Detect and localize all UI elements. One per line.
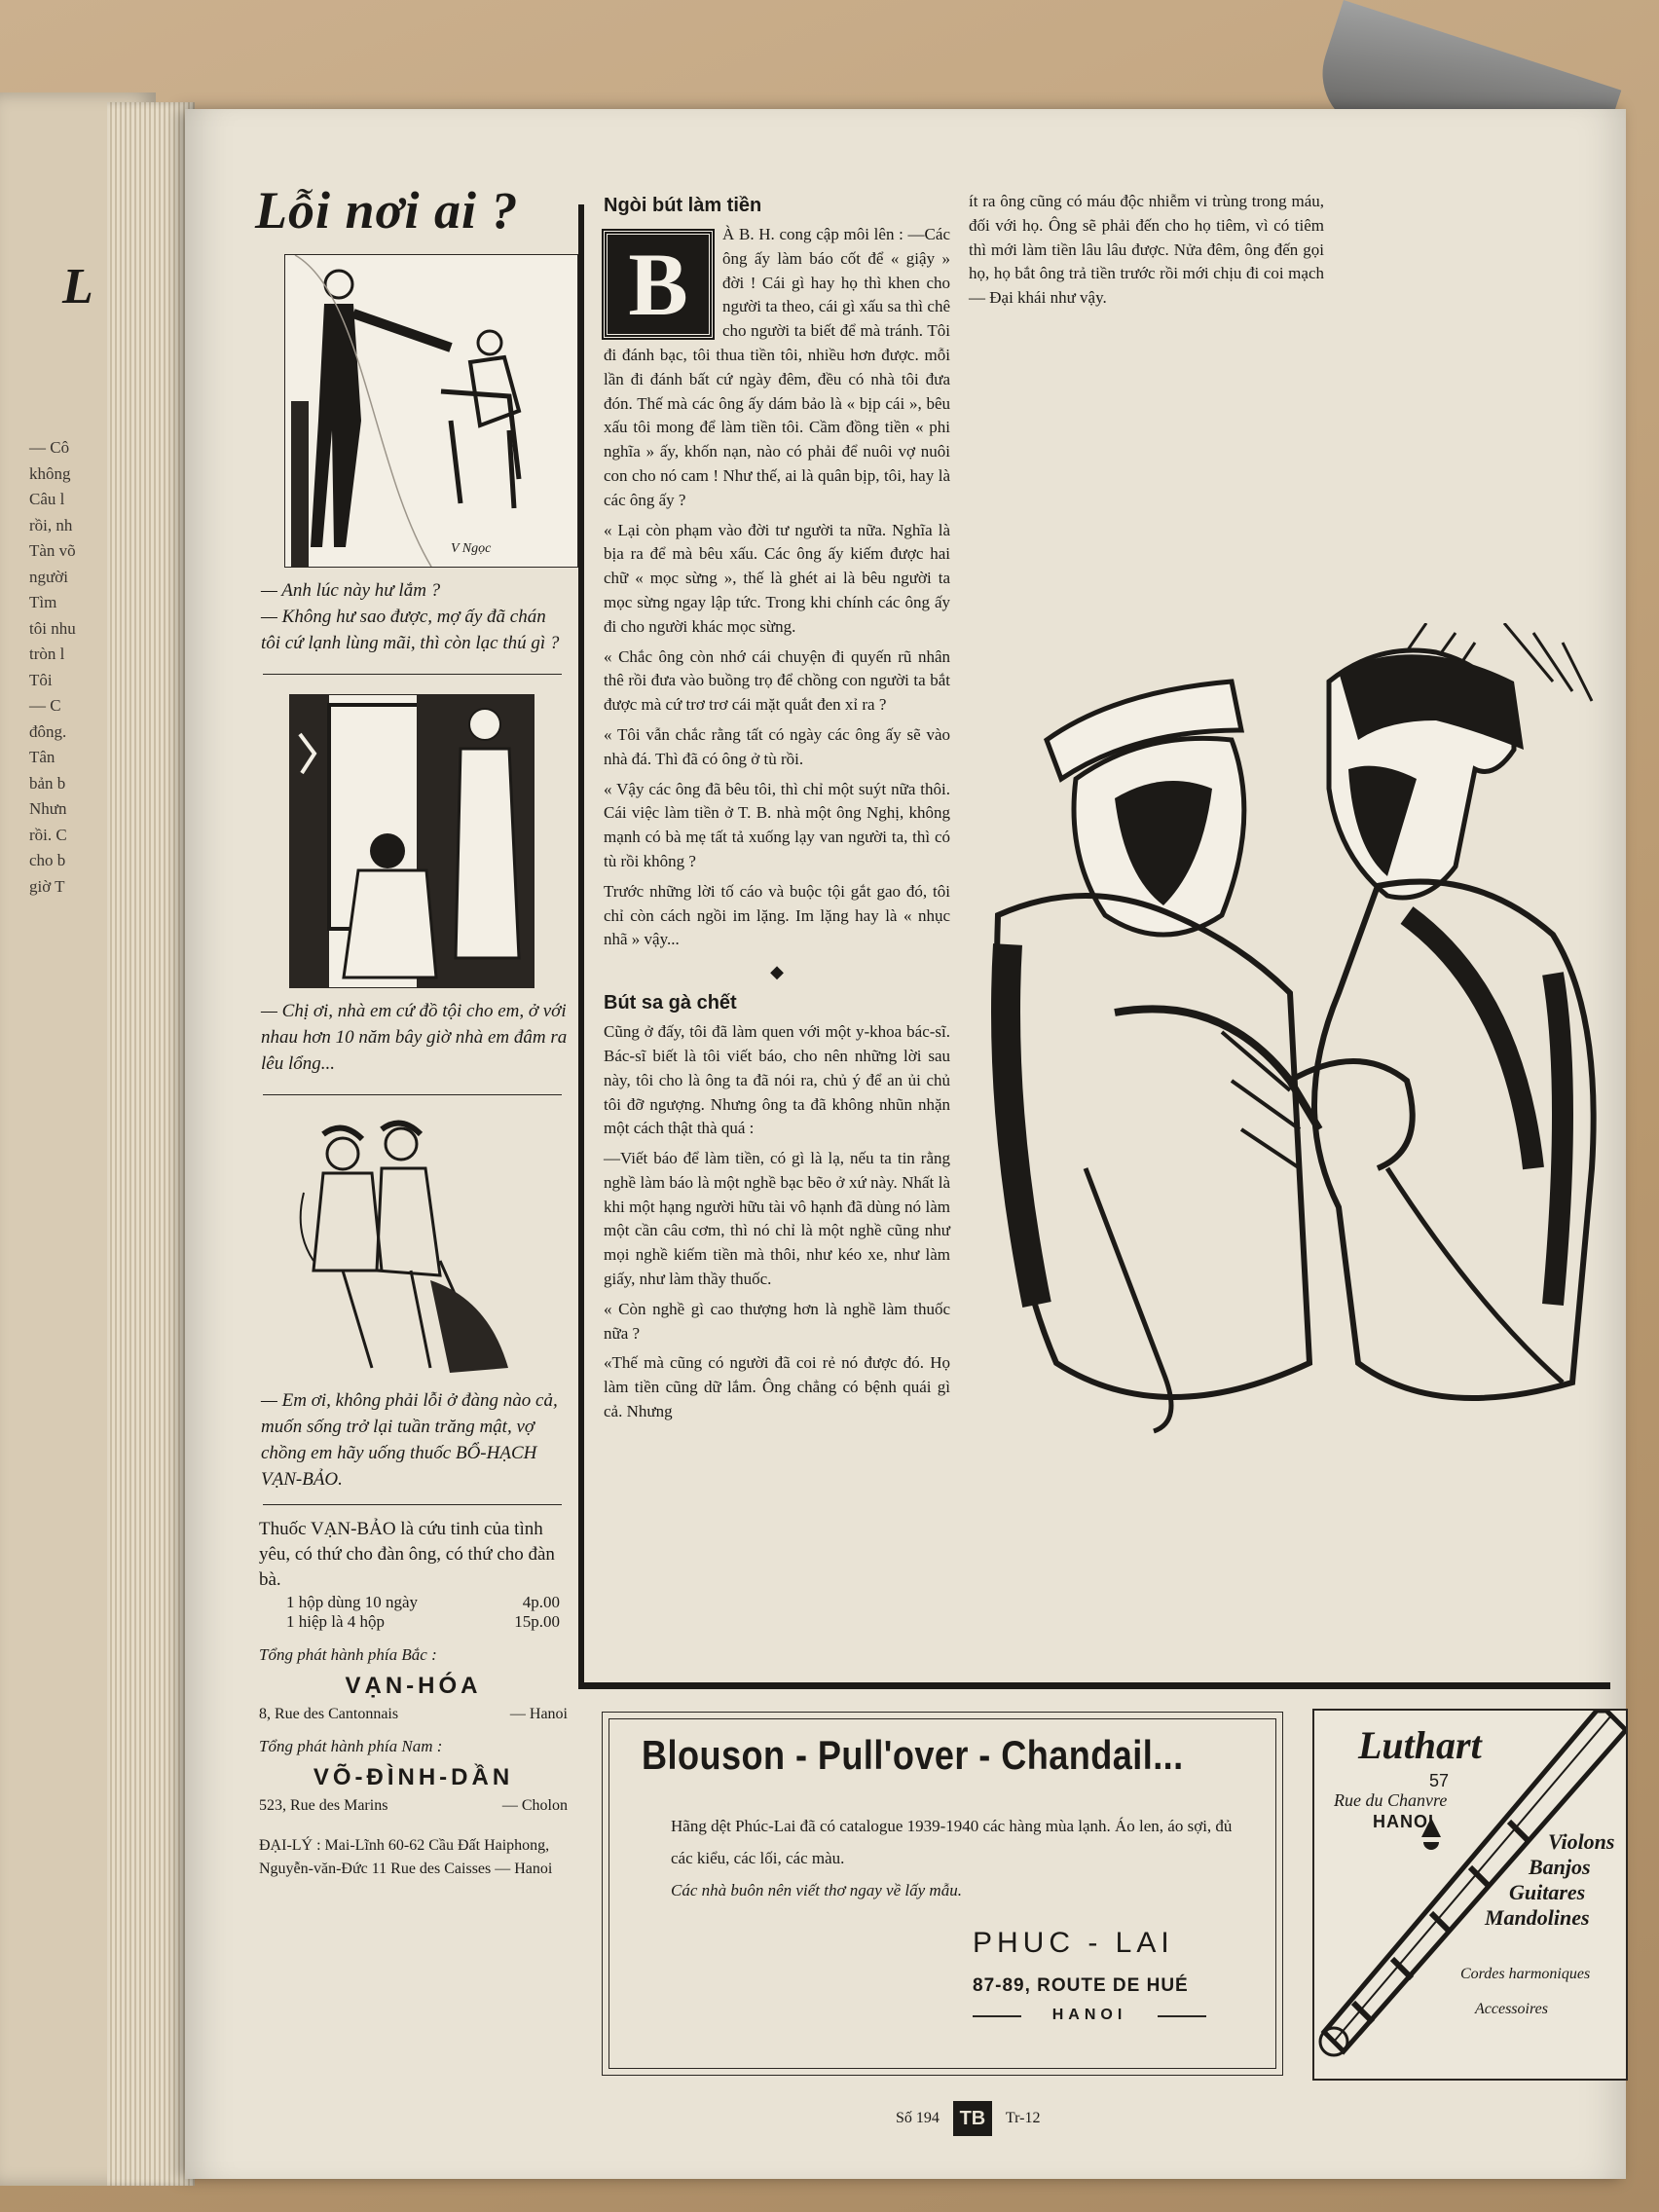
cartoon-2-drawing bbox=[290, 695, 534, 987]
vanbao-price-list bbox=[259, 1593, 568, 1632]
phuclai-body bbox=[671, 1810, 1235, 1906]
south-address-city: — Cholon bbox=[501, 1797, 568, 1814]
column-rule-vertical bbox=[578, 204, 584, 1689]
left-page-line: — C bbox=[29, 696, 61, 715]
cartoon-1-signature: V Ngọc bbox=[451, 541, 492, 556]
luthart-item: Violons bbox=[1548, 1829, 1615, 1854]
left-page-line: tròn l bbox=[29, 645, 65, 663]
left-page-line: cho b bbox=[29, 851, 66, 869]
phuclai-ad bbox=[602, 1712, 1283, 2076]
south-address-street: 523, Rue des Marins bbox=[259, 1797, 388, 1814]
left-page-line: Tàn võ bbox=[29, 541, 76, 560]
phuclai-body-line1: Hãng dệt Phúc-Lai đã có catalogue 1939-1940 các hàng mùa lạnh. Áo len, áo sợi, đủ các kiểu, các lối, các màu. bbox=[671, 1817, 1233, 1867]
luthart-number: 57 bbox=[1429, 1771, 1450, 1790]
left-page-line: không bbox=[29, 463, 71, 483]
north-address-street: 8, Rue des Cantonnais bbox=[259, 1706, 399, 1722]
north-distributor-address bbox=[259, 1706, 568, 1723]
price-row bbox=[286, 1593, 560, 1612]
phuclai-city: HANOI bbox=[973, 2007, 1206, 2024]
issue-number: Số 194 bbox=[896, 2110, 940, 2126]
left-page-line: đông. bbox=[29, 721, 67, 741]
cartoon-divider bbox=[263, 1094, 562, 1095]
article-paragraph: Trước những lời tố cáo và buộc tội gắt gao đó, tôi chỉ còn cách ngồi im lặng. Im lặng hay là « nhục nhã » vậy... bbox=[604, 881, 950, 949]
article-paragraph: « Tôi vẫn chắc rằng tất có ngày các ông ấy sẽ vào nhà đá. Thì đã có ông ở tù rồi. bbox=[604, 724, 950, 768]
luthart-item: Guitares bbox=[1509, 1880, 1586, 1904]
cartoon-divider bbox=[263, 674, 562, 675]
column-rule-horizontal bbox=[578, 1682, 1610, 1689]
article-paragraph: «Thế mà cũng có người đã coi rẻ nó được đó. Họ làm tiền cũng dữ lắm. Ông chẳng có bệnh quái gì cả. Nhưng bbox=[604, 1353, 950, 1421]
cartoon-3 bbox=[284, 1115, 537, 1378]
drop-cap: B bbox=[604, 231, 713, 338]
price-row-price: 15p.00 bbox=[514, 1612, 560, 1631]
north-distributor-name: VẠN-HÓA bbox=[345, 1673, 482, 1699]
luthart-accessoires: Accessoires bbox=[1475, 2001, 1548, 2017]
cartoon-3-caption: — Em ơi, không phải lỗi ở đàng nào cả, muốn sống trở lại tuần trăng mật, vợ chồng em hãy uống thuốc BỔ-HẠCH VẠN-BẢO. bbox=[261, 1390, 558, 1490]
article-paragraph: « Còn nghề gì cao thượng hơn là nghề làm thuốc nữa ? bbox=[604, 1299, 950, 1343]
article-paragraph: « Lại còn phạm vào đời tư người ta nữa. Nghĩa là bịa ra để mà bêu xấu. Các ông ấy kiếm được hai chữ « mọc sừng », thế là ghét ai là bêu người ta mọc sừng ngay lập tức. Trong khi chính các ông ấy đi cho người khác mọc sừng. bbox=[604, 520, 950, 636]
cartoon-1-caption: — Anh lúc này hư lắm ? — Không hư sao được, mợ ấy đã chán tôi cứ lạnh lùng mãi, thì còn lạc thú gì ? bbox=[261, 580, 560, 653]
section-title-1: Ngòi bút làm tiền bbox=[604, 195, 762, 216]
cartoon-heading: Lỗi nơi ai ? bbox=[255, 181, 519, 240]
ad-divider bbox=[263, 1504, 562, 1505]
price-row bbox=[286, 1612, 560, 1632]
column-left bbox=[255, 180, 571, 2088]
phuclai-body-line2: Các nhà buôn nên viết thơ ngay về lấy mẫu. bbox=[671, 1881, 962, 1899]
cartoon-3-drawing bbox=[284, 1115, 537, 1378]
luthart-item: Mandolines bbox=[1485, 1905, 1590, 1930]
left-page-line: giờ T bbox=[29, 876, 65, 896]
cartoon-1-drawing bbox=[285, 255, 577, 567]
luthart-city: HANOI bbox=[1373, 1812, 1434, 1831]
column-right bbox=[969, 190, 1324, 311]
price-row-label: 1 hộp dùng 10 ngày bbox=[286, 1593, 419, 1611]
vanbao-ad bbox=[259, 1517, 568, 1881]
south-distributor-address bbox=[259, 1797, 568, 1815]
south-distributor-name: VÕ-ĐÌNH-DẦN bbox=[313, 1764, 514, 1790]
page-stack-edge bbox=[107, 102, 195, 2186]
left-page-line: Câu l bbox=[29, 490, 65, 508]
phuclai-brand: PHUC - LAI bbox=[973, 1927, 1174, 1959]
left-page-line: người bbox=[29, 567, 68, 586]
luthart-street: Rue du Chanvre bbox=[1334, 1790, 1448, 1810]
left-page-line: Nhưn bbox=[29, 799, 67, 818]
phuclai-address: 87-89, ROUTE DE HUÉ bbox=[973, 1975, 1189, 1996]
article-paragraph: « Vậy các ông đã bêu tôi, thì chỉ một suýt nữa thôi. Cái việc làm tiền ở T. B. nhà một ông Nghị, không mạnh có bà mẹ tất tả xuống lạy van người ta, thì có tù rồi không ? bbox=[604, 779, 950, 870]
left-page-line: bản b bbox=[29, 773, 66, 793]
cartoon-2-caption: — Chị ơi, nhà em cứ đồ tội cho em, ở với nhau hơn 10 năm bây giờ nhà em đâm ra lêu lổng... bbox=[261, 1001, 568, 1074]
price-row-label: 1 hiệp là 4 hộp bbox=[286, 1612, 386, 1631]
left-page-line: rồi. C bbox=[29, 825, 67, 844]
left-page-line: Tôi bbox=[29, 670, 53, 689]
article-paragraph: —Viết báo để làm tiền, có gì là lạ, nếu ta tin rằng nghề làm báo là một nghề bạc bẽo ở xứ này. Nhất là khi một hạng người hữu tài vô hạnh đã dùng nó làm một cần câu cơm, thì nó chỉ là một nghề cũng như mọi nghề kiếm tiền mà thôi, như kéo xe, như làm giấy, như làm thầy thuốc. bbox=[604, 1149, 950, 1289]
page-number: Tr-12 bbox=[1005, 2110, 1041, 2126]
phuclai-headline: Blouson - Pull'over - Chandail... bbox=[642, 1732, 1184, 1778]
section-title-2: Bút sa gà chết bbox=[604, 992, 737, 1014]
left-page-line: rồi, nh bbox=[29, 515, 73, 535]
agent-info: ĐẠI-LÝ : Mai-Lĩnh 60-62 Cầu Đất Haiphong, Nguyễn-văn-Đức 11 Rue des Caisses — Hanoi bbox=[259, 1837, 553, 1877]
cartoon-1 bbox=[284, 254, 578, 568]
price-row-price: 4p.00 bbox=[522, 1593, 560, 1611]
south-distributor-label: Tổng phát hành phía Nam : bbox=[259, 1737, 443, 1755]
luthart-cordes: Cordes harmoniques bbox=[1460, 1966, 1591, 1982]
luthart-ad bbox=[1312, 1709, 1628, 2081]
illustration-doctor-patient bbox=[969, 623, 1611, 1441]
article-paragraph: Cũng ở đấy, tôi đã làm quen với một y-khoa bác-sĩ. Bác-sĩ biết là tôi viết báo, cho nên những lời sau này, tôi cho là ông ta đã nói ra, chủ ý để an ủi chủ tôi đỡ ngượng. Nhưng ông ta đã không nhũn nhặn một cách thật thà quá : bbox=[604, 1022, 950, 1138]
article-paragraph: « Chắc ông còn nhớ cái chuyện đi quyến rũ nhân thê rồi đưa vào buồng trọ để chồng con người ta bắt được mà cứ trơ trơ cái mặt quắt đen xỉ ra ? bbox=[604, 646, 950, 715]
magazine-logo-icon: TB bbox=[953, 2101, 992, 2136]
luthart-brand: Luthart bbox=[1358, 1723, 1482, 1767]
left-page-line: tôi nhu bbox=[29, 618, 76, 638]
north-distributor-label: Tổng phát hành phía Bắc : bbox=[259, 1645, 437, 1664]
article-paragraph: ít ra ông cũng có máu độc nhiễm vi trùng trong máu, đối với họ. Ông sẽ phải đến cho họ tiêm, vì có tiêm thì mới làm tiền lâu lâu được. Nửa đêm, ông đến gọi họ, họ bắt ông trả tiền trước rồi mới chịu đi coi mạch — Đại khái như vậy. bbox=[969, 192, 1324, 308]
section-divider: ◆ bbox=[770, 962, 784, 982]
cartoon-2 bbox=[289, 694, 535, 988]
article-paragraph: À B. H. cong cập môi lên : —Các ông ấy làm báo cốt để « giậy » đời ! Cái gì hay họ thì khen cho người ta theo, cái gì xấu sa thì chê cho người ta biết để mà tránh. Tôi đi đánh bạc, tôi thua tiền tôi, nhiều hơn được. mỗi lần đi đánh bất cứ ngày đêm, đều có nhà tôi đưa đón. Thế mà các ông ấy dám bảo là « bịp cái », bêu xấu tôi mong để làm tiền tôi. Cầm đồng tiền « phi nghĩa » ấy, khốn nạn, nào có phải để nuôi vợ nuôi con cho nó cam ! Như thế, ai là quân bịp, tôi, hay là các ông ấy ? bbox=[604, 225, 950, 509]
luthart-item: Banjos bbox=[1529, 1855, 1591, 1879]
vanbao-ad-intro: Thuốc VẠN-BẢO là cứu tinh của tình yêu, có thứ cho đàn ông, có thứ cho đàn bà. bbox=[259, 1519, 555, 1590]
left-page-line: Tân bbox=[29, 748, 55, 766]
left-page-line: — Cô bbox=[29, 438, 70, 457]
left-page-big-letter: L bbox=[62, 259, 93, 314]
page-folio bbox=[896, 2101, 1040, 2136]
north-address-city: — Hanoi bbox=[509, 1706, 568, 1722]
column-middle bbox=[604, 195, 950, 1430]
left-page-line: Tìm bbox=[29, 593, 57, 611]
